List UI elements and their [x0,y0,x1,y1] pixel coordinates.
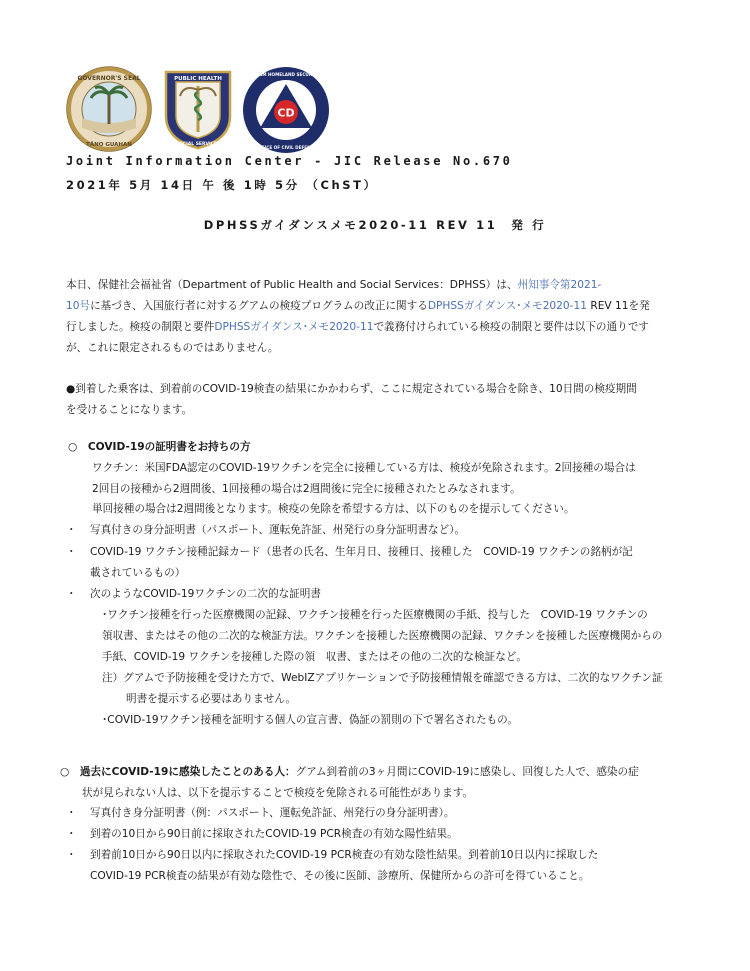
vaccinated-item-card-2: 載されているもの） [90,567,186,579]
recovered-heading: 過去にCOVID-19に感染したことのある人： [79,766,296,778]
recovered-item-negative-1: 到着前10日から90日以内に採取されたCOVID-19 PCR検査の有効な陰性結果。到着前10日以内に採取した [90,849,599,861]
governors-seal-bottom-text: TÅNO GUAHAN [86,142,132,148]
bullet-icon: ・ [66,849,77,861]
webiz-note-line-2: 明書を提示する必要はありません。 [126,693,297,705]
bullet-icon: ・ [66,828,77,840]
vaccinated-line-1: ワクチン：米国FDA認定のCOVID-19ワクチンを完全に接種している方は、検疫が免除されます。2回接種の場合は [92,462,636,474]
secondary-proof-line-3: 手紙、COVID-19 ワクチンを接種した際の領 収書、またはその他の二次的な検証など。 [102,651,527,663]
vaccinated-item-card-1: COVID-19 ワクチン接種記録カード（患者の氏名、生年月日、接種日、接種した COVID-19 ワクチンの銘柄が記 [90,546,633,558]
dphss-seal-icon [162,68,234,150]
intro-line-3: 行しました。検疫の制限と要件DPHSSガイダンス･メモ2020-11で義務付けられている検疫の制限と要件は以下の通りです [66,321,649,333]
guidance-memo-link-2[interactable]: DPHSSガイダンス･メモ2020-11 [214,321,374,333]
circle-marker-icon: ○ [60,766,70,778]
arrival-line-1: ●到着した乗客は、到着前のCOVID-19検査の結果にかかわらず、ここに規定されている場合を除き、10日間の検疫期間 [66,383,637,395]
civil-defense-seal-top-text: GUAM HOMELAND SECURITY [252,72,320,77]
governors-seal-icon [66,66,152,152]
recovered-line-2: 状が見られない人は、以下を提示することで検疫を免除される可能性があります。 [82,787,474,799]
release-number: Joint Information Center - JIC Release No.670 [66,154,513,168]
intro-line-2: 10号に基づき、入国旅行者に対するグアムの検疫プログラムの改正に関するDPHSSガイダンス･メモ2020-11 REV 11を発 [66,300,650,312]
webiz-note-line-1: 注）グアムで予防接種を受けた方で、WebIZアプリケーションで予防接種情報を確認できる方は、二次的なワクチン証 [102,672,663,684]
governor-order-link-cont[interactable]: 10号 [66,300,91,312]
declaration-line: ･COVID-19ワクチン接種を証明する個人の宣言書、偽証の罰則の下で署名されたもの。 [102,714,518,726]
secondary-proof-line-2: 領収書、またはその他の二次的な検証方法。ワクチンを接種した医療機関の記録、ワクチンを接種した医療機関からの [102,630,663,642]
release-datetime: 2021年 5月 14日 午 後 1時 5分 （ChST） [66,178,378,192]
civil-defense-seal-center-text: CD [277,106,295,120]
vaccinated-item-secondary: 次のようなCOVID-19ワクチンの二次的な証明書 [90,588,321,600]
vaccinated-line-3: 単回接種の場合は2週間後となります。検疫の免除を希望する方は、以下のものを提示してください。 [92,503,575,515]
bullet-icon: ・ [66,546,77,558]
civil-defense-seal-bottom-text: OFFICE OF CIVIL DEFENSE [255,145,317,150]
arrival-line-2: を受けることになります。 [66,404,193,416]
governors-seal-top-text: GOVERNOR'S SEAL [77,75,141,82]
secondary-proof-line-1: ･ワクチン接種を行った医療機関の記録、ワクチン接種を行った医療機関の手紙、投与した COVID-19 ワクチンの [102,609,648,621]
civil-defense-seal-icon [242,66,330,154]
vaccinated-heading: ○ COVID-19の証明書をお持ちの方 [68,441,251,453]
recovered-item-positive: 到着の10日から90日前に採取されたCOVID-19 PCR検査の有効な陽性結果。 [90,828,458,840]
recovered-item-negative-2: COVID-19 PCR検査の結果が有効な陰性で、その後に医師、診療所、保健所からの許可を得ていること。 [90,870,590,882]
page-title: DPHSSガイダンスメモ2020-11 REV 11 発 行 [203,218,547,232]
vaccinated-line-2: 2回目の接種から2週間後、1回接種の場合は2週間後に完全に接種されたとみなされます。 [92,483,521,495]
bullet-icon: ・ [66,588,77,600]
dphss-seal-top-text: PUBLIC HEALTH [174,76,222,82]
vaccinated-item-id: 写真付きの身分証明書（パスポート、運転免許証、州発行の身分証明書など）。 [90,524,466,536]
intro-line-4: が、これに限定されるものではありません。 [66,342,279,354]
intro-line-1: 本日、保健社会福祉省（Department of Public Health and Social Services：DPHSS）は、州知事令第2021- [66,279,602,291]
recovered-line-1: ○ 過去にCOVID-19に感染したことのある人：グアム到着前の3ヶ月間にCOVID-19に感染し、回復した人で、感染の症 [60,766,639,778]
circle-marker-icon: ○ [68,441,78,453]
bullet-icon: ・ [66,524,77,536]
guidance-memo-link[interactable]: DPHSSガイダンス･メモ2020-11 [427,300,587,312]
dphss-seal-bottom-text: SOCIAL SERVICES [175,142,221,147]
recovered-item-id: 写真付き身分証明書（例：パスポート、運転免許証、州発行の身分証明書）。 [90,807,455,819]
governor-order-link[interactable]: 州知事令第2021- [517,279,602,291]
bullet-icon: ・ [66,807,77,819]
